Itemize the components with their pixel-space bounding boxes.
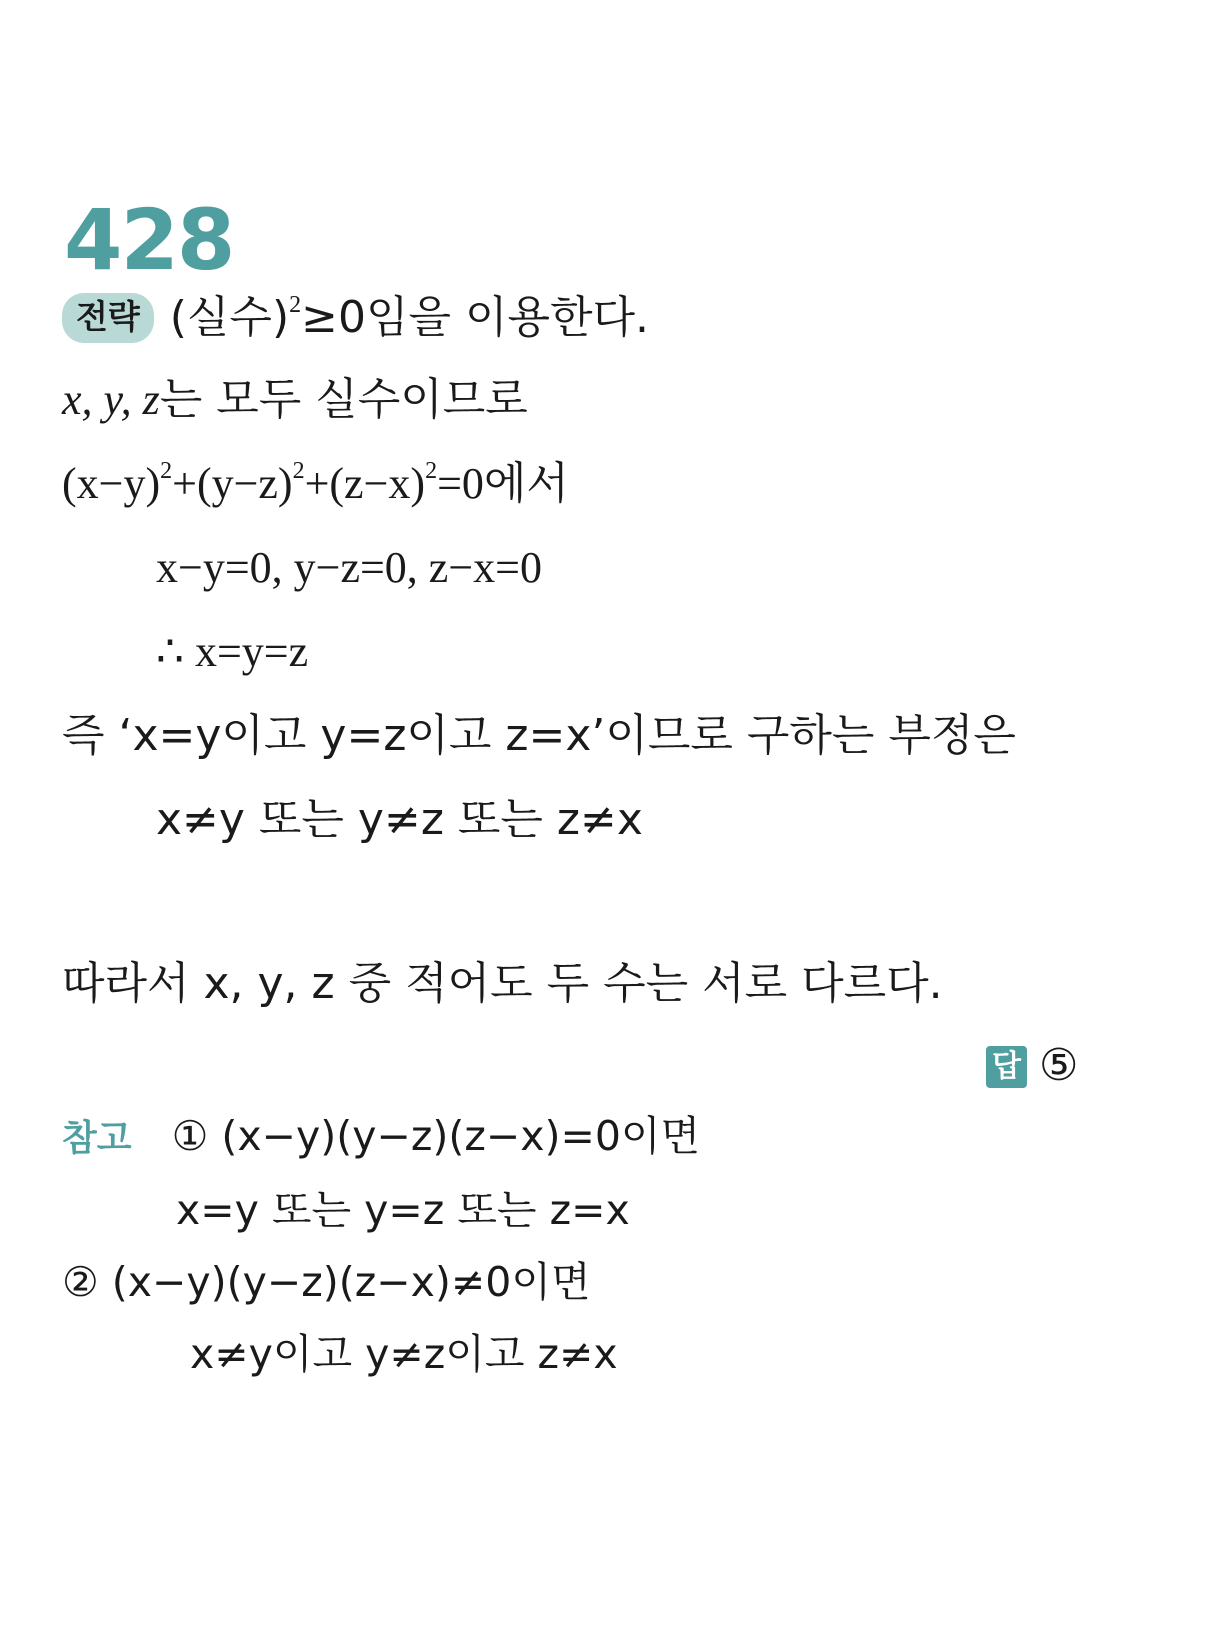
solution-line-7: 따라서 x, y, z 중 적어도 두 수는 서로 다르다. bbox=[62, 958, 943, 1009]
solution-line-6: x≠y 또는 y≠z 또는 z≠x bbox=[156, 794, 643, 845]
solution-line-2 bbox=[62, 458, 569, 511]
strategy-badge: 전략 bbox=[62, 293, 154, 343]
line2-sup-1: 2 bbox=[160, 458, 173, 484]
solution-line-3: x−y=0, y−z=0, z−x=0 bbox=[156, 543, 542, 592]
strategy-sup: 2 bbox=[289, 292, 302, 318]
note-item-2-result: x≠y이고 y≠z이고 z≠x bbox=[190, 1330, 618, 1378]
solution-line-1 bbox=[62, 374, 528, 427]
strategy-text-2: ≥0임을 이용한다. bbox=[301, 292, 649, 343]
solution-line-5: 즉 ‘x=y이고 y=z이고 z=x’이므로 구하는 부정은 bbox=[62, 710, 1016, 761]
line2-sup-2: 2 bbox=[292, 458, 305, 484]
line2-sup-3: 2 bbox=[425, 458, 438, 484]
strategy-text-1: (실수) bbox=[169, 292, 290, 343]
note-item-1-result: x=y 또는 y=z 또는 z=x bbox=[176, 1186, 630, 1234]
line2-term-4: =0에서 bbox=[437, 459, 569, 508]
note-item-2: ② (x−y)(y−z)(z−x)≠0이면 bbox=[62, 1258, 591, 1306]
line2-term-3: +(z−x) bbox=[304, 459, 426, 508]
note-item-1: ① (x−y)(y−z)(z−x)=0이면 bbox=[171, 1112, 701, 1160]
answer-value: ⑤ bbox=[1038, 1040, 1079, 1091]
line2-term-2: +(y−z) bbox=[172, 459, 293, 508]
problem-number: 428 bbox=[64, 191, 234, 289]
answer-badge: 답 bbox=[986, 1046, 1027, 1088]
line1-vars: x, y, z bbox=[62, 375, 160, 424]
solution-line-4: ∴ x=y=z bbox=[156, 627, 309, 676]
line2-term-1: (x−y) bbox=[62, 459, 161, 508]
answer-line bbox=[986, 1040, 1078, 1093]
note-label: 참고 bbox=[62, 1118, 132, 1159]
line1-text: 는 모두 실수이므로 bbox=[159, 374, 528, 425]
strategy-line bbox=[62, 292, 649, 345]
note-line-1 bbox=[62, 1112, 700, 1161]
